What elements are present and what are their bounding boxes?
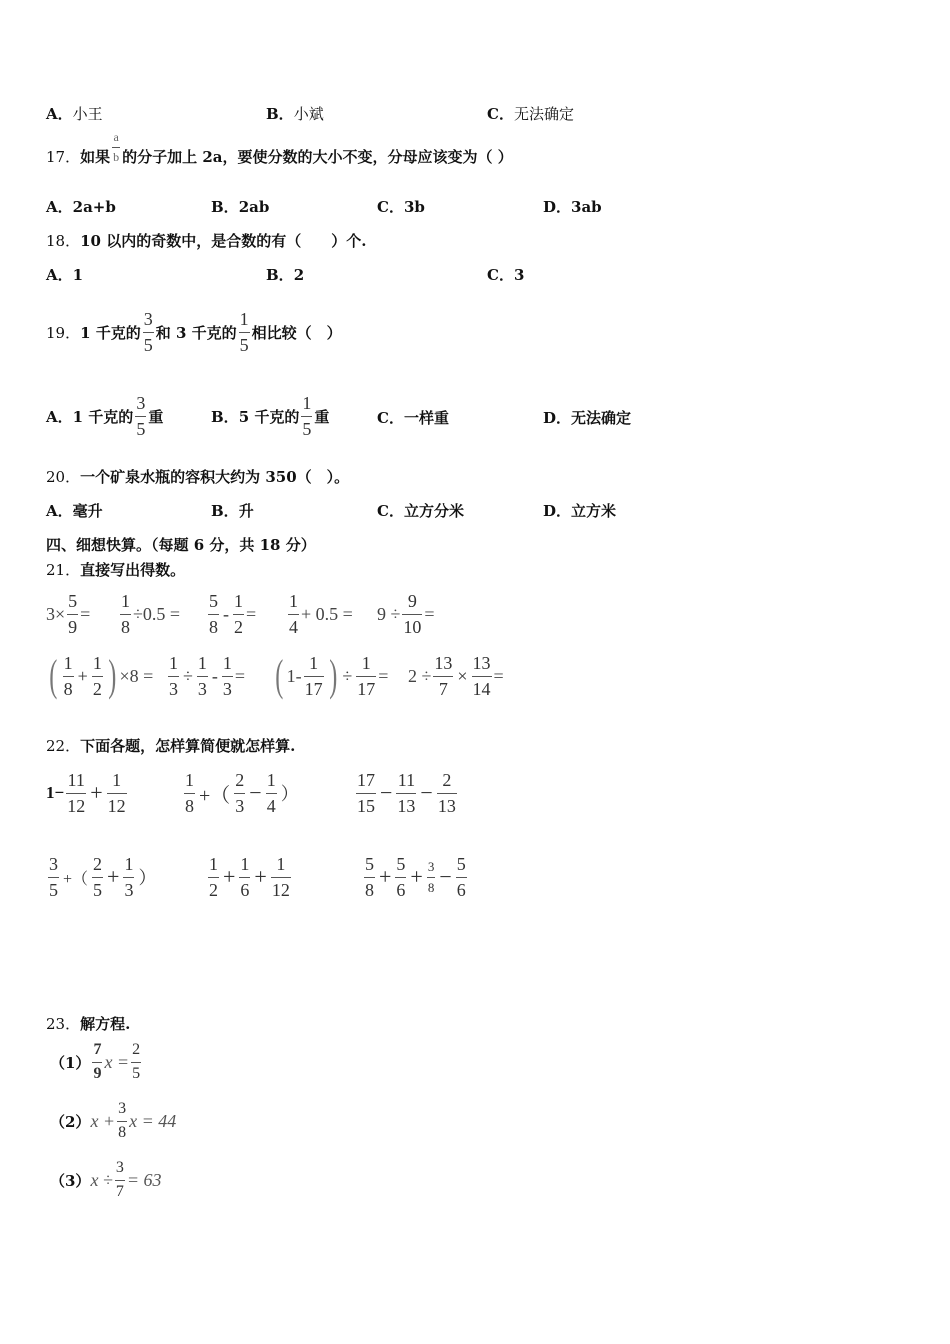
- q20-option-d: D．立方米: [543, 502, 617, 520]
- question-21: 21． 直接写出得数。: [46, 561, 186, 579]
- q18-option-c: C．3: [487, 266, 525, 284]
- q22-row-1-expr-3: $\frac{17}{15}$ − $\frac{11}{13}$ − $\frac{2}{13}$: [357, 770, 456, 816]
- q21-row-1-expr-3: $\frac{5}{8}$ - $\frac{1}{2}$ =: [209, 591, 257, 637]
- q19-option-a-fraction: $\frac{3}{5}$: [136, 393, 146, 439]
- q21-row-1-expr-5: 9 ÷ $\frac{9}{10}$ =: [377, 591, 435, 637]
- q16-option-a: A．小王: [46, 105, 103, 123]
- q18-option-a: A．1: [46, 266, 84, 284]
- q22-row-2-expr-2: $\frac{1}{2}$ + $\frac{1}{6}$ + $\frac{1}{12}$: [209, 854, 290, 900]
- q22-row-2-expr-1: $\frac{3}{5}$ +（ $\frac{2}{5}$ + $\frac{1}{3}$ ）: [49, 854, 157, 900]
- question-19: 19． 1 千克的 $\frac{3}{5}$ 和 3 千克的 $\frac{1}{5}$ 相比较（ ）: [46, 309, 342, 355]
- q23-equation-3: （3） x ÷ $\frac{3}{7}$ = 63: [50, 1159, 162, 1200]
- q21-row-1-expr-1: 3× $\frac{5}{9}$ =: [46, 591, 91, 637]
- q16-option-c: C．无法确定: [487, 105, 574, 123]
- q21-row-1-expr-2: $\frac{1}{8}$ ÷0.5 =: [121, 591, 181, 637]
- question-23: 23． 解方程.: [46, 1015, 131, 1033]
- q23-equation-2: （2） x + $\frac{3}{8}$ x = 44: [50, 1100, 177, 1141]
- q19-option-b: B． 5 千克的 $\frac{1}{5}$ 重: [211, 393, 330, 439]
- q17-option-c: C．3b: [377, 198, 425, 216]
- q19-fraction-2: $\frac{1}{5}$: [239, 309, 249, 355]
- q19-option-c: C．一样重: [377, 409, 449, 427]
- q23-equation-1: （1） $\frac{7}{9}$ x = $\frac{2}{5}$: [50, 1041, 141, 1082]
- q20-option-a: A．毫升: [46, 502, 103, 520]
- q17-option-d: D．3ab: [543, 198, 602, 216]
- q21-row-2-expr-1: ( $\frac{1}{8}$ + $\frac{1}{2}$ ) ×8 =: [49, 651, 154, 700]
- q16-option-b: B．小斌: [266, 105, 324, 123]
- question-22: 22． 下面各题，怎样算简便就怎样算.: [46, 737, 296, 755]
- q22-row-1-expr-2: $\frac{1}{8}$ +（ $\frac{2}{3}$ − $\frac{1}{4}$ ）: [185, 770, 299, 816]
- q18-option-b: B．2: [266, 266, 305, 284]
- q20-option-c: C．立方分米: [377, 502, 464, 520]
- question-17: 17． 如果 $\frac{a}{b}$ 的分子加上 2a，要使分数的大小不变，分母应该变为（ ）: [46, 130, 513, 166]
- q21-row-2-expr-2: $\frac{1}{3}$ ÷ $\frac{1}{3}$ - $\frac{1}{3}$ =: [169, 653, 246, 699]
- q20-option-b: B．升: [211, 502, 254, 520]
- q21-row-2-expr-3: ( 1- $\frac{1}{17}$ ) ÷ $\frac{1}{17}$ =: [275, 651, 389, 700]
- q21-row-2-expr-4: 2 ÷ $\frac{13}{7}$ × $\frac{13}{14}$ =: [408, 653, 504, 699]
- question-18: 18． 10 以内的奇数中，是合数的有（ ）个.: [46, 232, 367, 250]
- section-4-title: 四、细想快算。（每题 6 分，共 18 分）: [46, 536, 316, 554]
- q21-row-1-expr-4: $\frac{1}{4}$ + 0.5 =: [289, 591, 353, 637]
- question-20: 20． 一个矿泉水瓶的容积大约为 350（ ）。: [46, 468, 350, 486]
- q17-fraction: $\frac{a}{b}$: [113, 130, 120, 164]
- q22-row-1-expr-1: 1− $\frac{11}{12}$ + $\frac{1}{12}$: [46, 770, 126, 816]
- q19-fraction-1: $\frac{3}{5}$: [143, 309, 153, 355]
- q17-option-a: A．2a+b: [46, 198, 116, 216]
- q17-option-b: B．2ab: [211, 198, 270, 216]
- q19-option-a: A． 1 千克的 $\frac{3}{5}$ 重: [46, 393, 164, 439]
- q19-option-b-fraction: $\frac{1}{5}$: [302, 393, 312, 439]
- q19-option-d: D．无法确定: [543, 409, 632, 427]
- q22-row-2-expr-3: $\frac{5}{8}$ + $\frac{5}{6}$ + $\frac{3}{8}$ − $\frac{5}{6}$: [365, 854, 466, 900]
